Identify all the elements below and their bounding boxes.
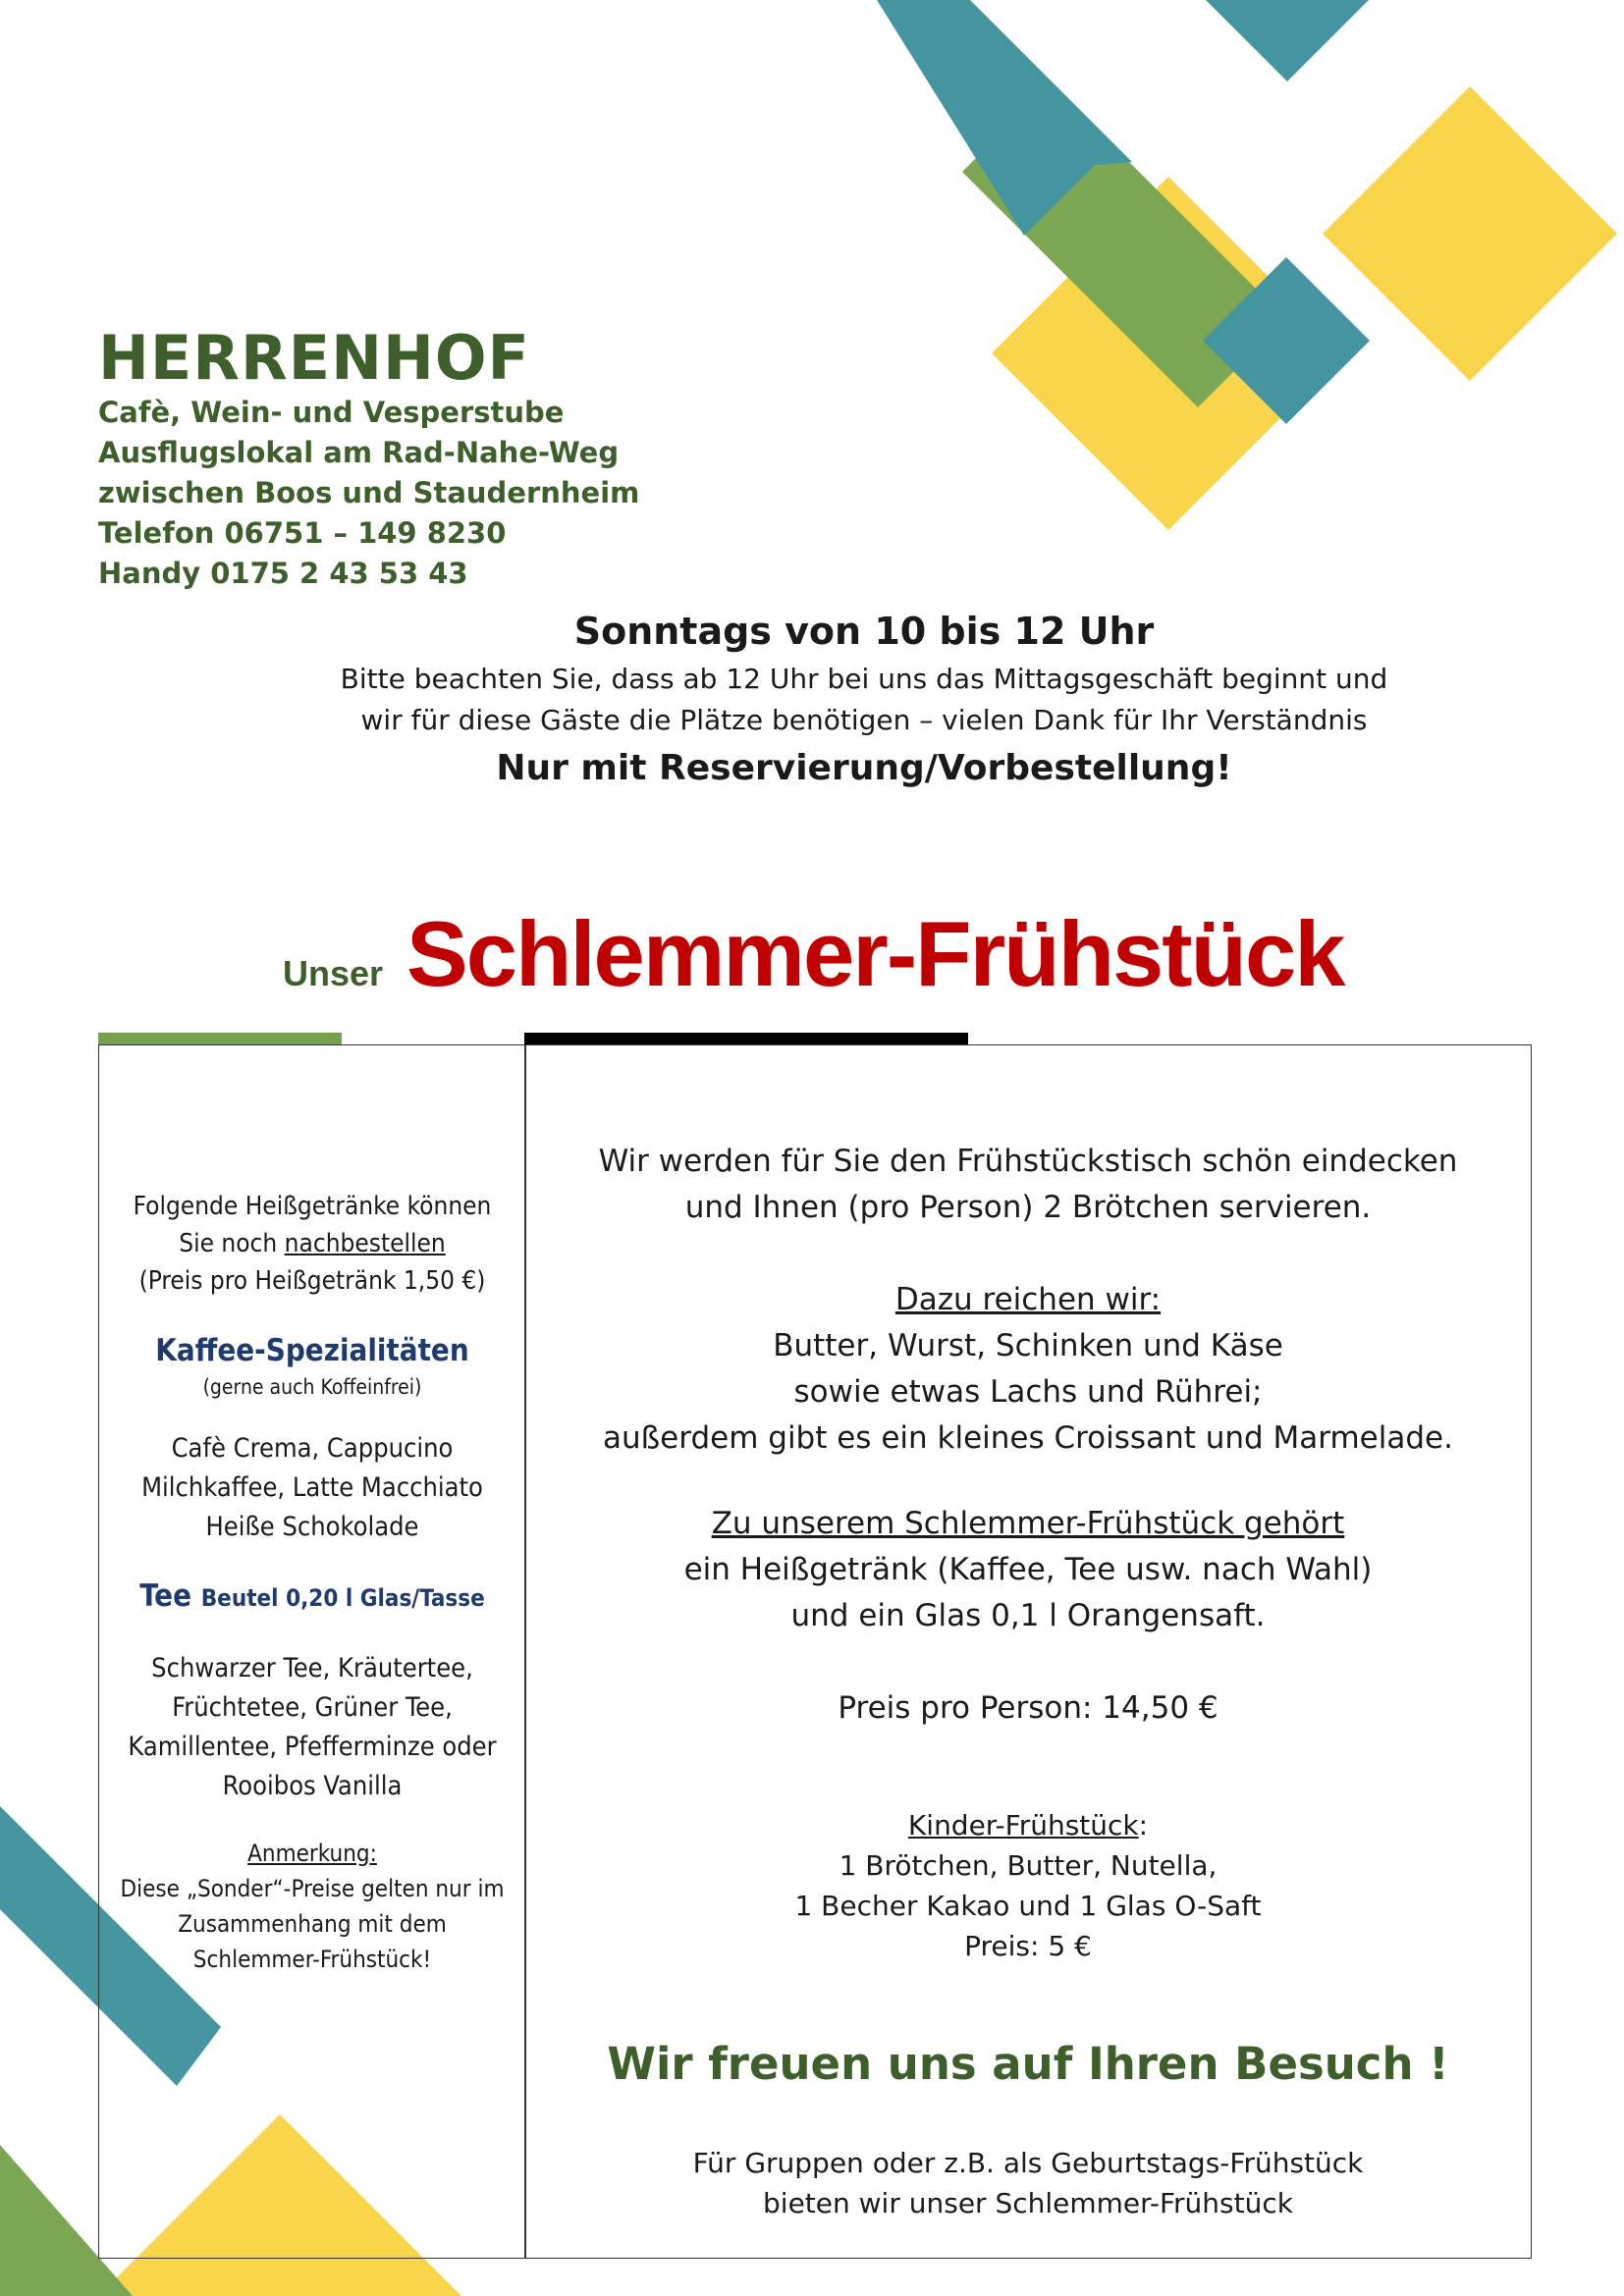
coffee-item: Cafè Crema, Cappucino: [171, 1433, 454, 1464]
opening-hours: Sonntags von 10 bis 12 Uhr: [573, 610, 1155, 653]
left-intro-3: (Preis pro Heißgetränk 1,50 €): [138, 1266, 486, 1296]
black-accent-bar: [524, 1033, 968, 1044]
right-intro-1: Wir werden für Sie den Frühstückstisch schön eindecken: [598, 1144, 1458, 1179]
remark-line: Schlemmer-Frühstück!: [192, 1946, 432, 1973]
coffee-note: (gerne auch Koffeinfrei): [202, 1375, 422, 1399]
reservation-note: Nur mit Reservierung/Vorbestellung!: [496, 748, 1232, 788]
tea-heading: [99, 1575, 525, 1620]
title-prefix: Unser: [283, 953, 384, 993]
left-intro-2b: nachbestellen: [284, 1229, 446, 1258]
brand-location: Ausflugslokal am Rad-Nahe-Weg: [98, 436, 620, 469]
breakfast-column: [524, 1044, 1532, 2259]
belongs-line: ein Heißgetränk (Kaffee, Tee usw. nach Wahl): [683, 1552, 1373, 1587]
tea-note: Beutel 0,20 l Glas/Tasse: [200, 1584, 485, 1612]
hot-drinks-column: [98, 1044, 526, 2259]
tea-title: Tee: [139, 1578, 192, 1614]
green-accent-bar: [98, 1033, 342, 1044]
tea-item: Kamillentee, Pfefferminze oder: [128, 1732, 497, 1762]
notice-line-2: wir für diese Gäste die Plätze benötigen – vielen Dank für Ihr Verständnis: [360, 704, 1368, 736]
brand-name: HERRENHOF: [98, 322, 530, 394]
kids-colon: :: [1138, 1809, 1149, 1842]
thanks-message: Wir freuen uns auf Ihren Besuch !: [607, 2038, 1449, 2090]
tea-item: Rooibos Vanilla: [222, 1771, 403, 1801]
notice-line-1: Bitte beachten Sie, dass ab 12 Uhr bei uns das Mittagsgeschäft beginnt und: [340, 663, 1388, 695]
brand-phone: Telefon 06751 – 149 8230: [98, 516, 507, 550]
left-intro-1: Folgende Heißgetränke können: [133, 1192, 492, 1221]
remark-heading: Anmerkung:: [247, 1840, 377, 1867]
left-intro-2a: Sie noch: [179, 1229, 285, 1258]
page-title: [283, 901, 1344, 1007]
tea-item: Früchtetee, Grüner Tee,: [172, 1692, 453, 1723]
brand-mobile: Handy 0175 2 43 53 43: [98, 557, 468, 590]
right-intro-2: und Ihnen (pro Person) 2 Brötchen servieren.: [684, 1190, 1372, 1225]
groups-line-1: Für Gruppen oder z.B. als Geburtstags-Frühstück: [692, 2147, 1364, 2179]
remark-line: Zusammenhang mit dem: [178, 1910, 447, 1938]
kids-heading: [525, 1805, 1531, 1845]
groups-line-2: bieten wir unser Schlemmer-Frühstück: [763, 2187, 1293, 2219]
belongs-heading: Zu unserem Schlemmer-Frühstück gehört: [711, 1506, 1345, 1541]
brand-between: zwischen Boos und Staudernheim: [98, 476, 640, 509]
brand-block: [98, 324, 639, 594]
opening-notice: [0, 604, 1624, 796]
coffee-item: Milchkaffee, Latte Macchiato: [141, 1472, 483, 1503]
belongs-line: und ein Glas 0,1 l Orangensaft.: [790, 1598, 1266, 1633]
kids-line: Preis: 5 €: [964, 1930, 1092, 1962]
kids-line: 1 Becher Kakao und 1 Glas O-Saft: [794, 1890, 1262, 1922]
price-per-person: Preis pro Person: 14,50 €: [838, 1690, 1218, 1726]
remark-line: Diese „Sonder“-Preise gelten nur im: [120, 1875, 505, 1902]
dazu-line: Butter, Wurst, Schinken und Käse: [773, 1328, 1283, 1363]
title-main: Schlemmer-Frühstück: [406, 902, 1344, 1005]
tea-item: Schwarzer Tee, Kräutertee,: [151, 1653, 473, 1683]
brand-subtitle: Cafè, Wein- und Vesperstube: [98, 396, 565, 429]
dazu-heading: Dazu reichen wir:: [894, 1282, 1162, 1317]
left-intro-2: [99, 1225, 525, 1262]
coffee-item: Heiße Schokolade: [205, 1512, 419, 1542]
kids-title: Kinder-Frühstück: [907, 1809, 1139, 1842]
kids-line: 1 Brötchen, Butter, Nutella,: [839, 1849, 1218, 1882]
dazu-line: außerdem gibt es ein kleines Croissant und Marmelade.: [603, 1420, 1453, 1456]
coffee-heading: Kaffee-Spezialitäten: [155, 1333, 469, 1368]
dazu-line: sowie etwas Lachs und Rührei;: [793, 1374, 1263, 1410]
